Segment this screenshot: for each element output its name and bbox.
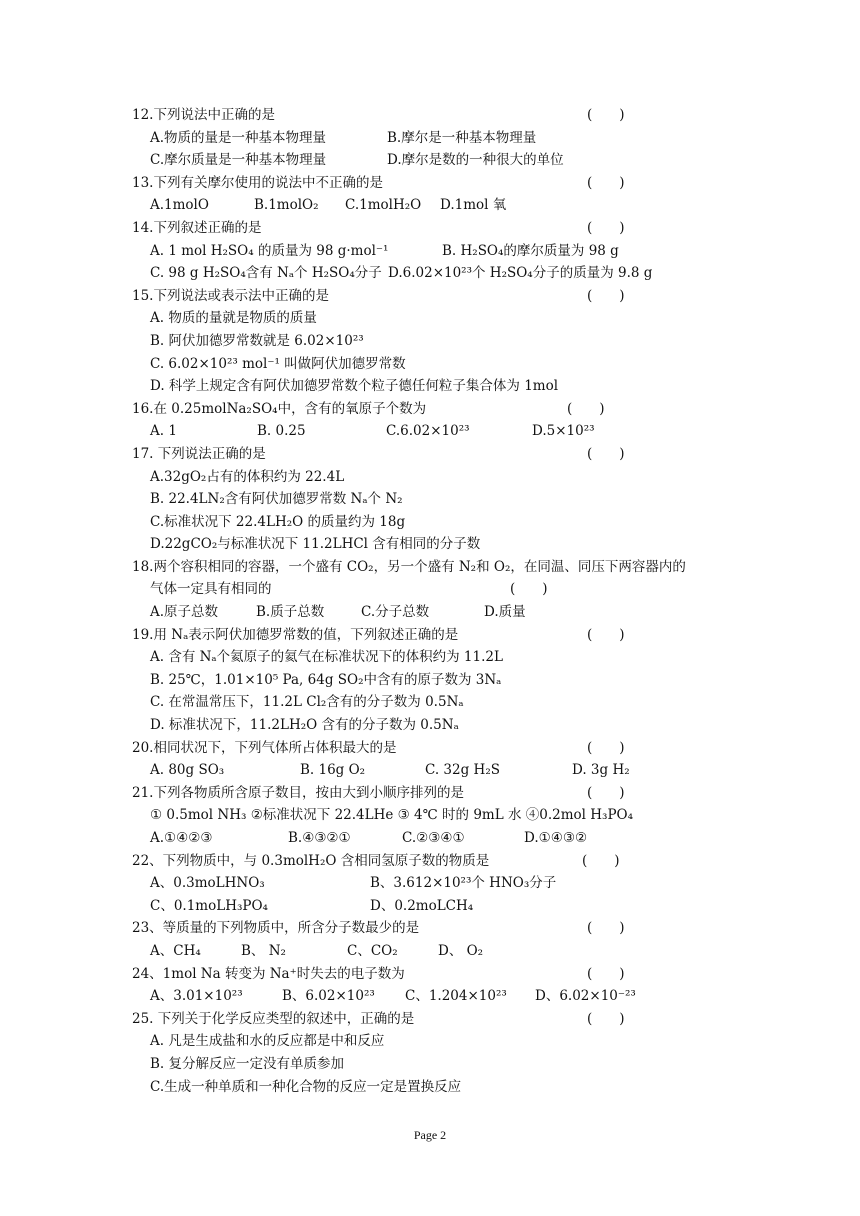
option-text: B、3.612×10²³个 HNO₃分子: [370, 875, 557, 892]
option-text: D.1mol 氧: [440, 197, 507, 214]
option-line: [132, 194, 732, 217]
option-text: D.摩尔是数的一种很大的单位: [387, 152, 564, 169]
option-text: B、6.02×10²³: [282, 988, 375, 1005]
option-line: [132, 488, 732, 511]
answer-bracket: ( ): [587, 287, 625, 304]
option-line: [132, 985, 732, 1008]
option-text: C. 32g H₂S: [425, 762, 500, 779]
option-text: A. 1 mol H₂SO₄ 的质量为 98 g·mol⁻¹: [150, 242, 389, 259]
option-text: A、CH₄: [150, 942, 201, 959]
option-line: [132, 127, 732, 150]
option-text: B.摩尔是一种基本物理量: [387, 129, 537, 146]
answer-bracket: ( ): [567, 400, 605, 417]
option-text: B. 22.4LN₂含有阿伏加德罗常数 Nₐ个 N₂: [150, 491, 403, 508]
option-text: D.6.02×10²³个 H₂SO₄分子的质量为 9.8 g: [388, 265, 653, 282]
question-stem: [132, 1008, 732, 1031]
option-text: B. 复分解反应一定没有单质参加: [150, 1055, 345, 1072]
option-text: B. H₂SO₄的摩尔质量为 98 g: [442, 242, 619, 259]
option-text: C.分子总数: [361, 604, 430, 621]
option-text: D、6.02×10⁻²³: [535, 988, 636, 1005]
option-text: C.6.02×10²³: [386, 423, 470, 440]
option-text: B. 25℃，1.01×10⁵ Pa, 64g SO₂中含有的原子数为 3Nₐ: [150, 671, 502, 688]
option-text: C.标准状况下 22.4LH₂O 的质量约为 18g: [150, 513, 406, 530]
question-text: 15.下列说法或表示法中正确的是: [132, 287, 329, 304]
option-text: C.1molH₂O: [345, 197, 422, 214]
answer-bracket: ( ): [587, 1010, 625, 1027]
question-stem: [132, 850, 732, 873]
question-text: 22、下列物质中，与 0.3molH₂O 含相同氢原子数的物质是: [132, 852, 490, 869]
option-text: C. 6.02×10²³ mol⁻¹ 叫做阿伏加德罗常数: [150, 355, 406, 372]
option-line: [132, 691, 732, 714]
question-stem: [132, 443, 732, 466]
answer-bracket: ( ): [582, 852, 620, 869]
option-line: [132, 646, 732, 669]
option-text: A. 80g SO₃: [150, 762, 225, 779]
question-stem: [132, 398, 732, 421]
question-text: 12.下列说法中正确的是: [132, 107, 275, 123]
option-line: [132, 804, 732, 827]
option-text: D. 标准状况下，11.2LH₂O 含有的分子数为 0.5Nₐ: [150, 717, 459, 734]
option-line: [132, 353, 732, 376]
option-line: [132, 533, 732, 556]
option-text: A.1molO: [150, 197, 209, 214]
question-text: 17. 下列说法正确的是: [132, 445, 266, 462]
question-text: 19.用 Nₐ表示阿伏加德罗常数的值，下列叙述正确的是: [132, 626, 459, 643]
question-stem: [132, 104, 732, 127]
option-text: 气体一定具有相同的: [150, 581, 272, 598]
option-text: D.①④③②: [524, 830, 588, 846]
option-line: [132, 827, 732, 850]
question-stem: [132, 782, 732, 805]
question-text: 14.下列叙述正确的是: [132, 219, 262, 236]
option-text: C.生成一种单质和一种化合物的反应一定是置换反应: [150, 1078, 462, 1095]
option-line: [132, 759, 732, 782]
option-line: [132, 240, 732, 263]
option-text: B. 0.25: [257, 423, 306, 440]
option-text: D、0.2moLCH₄: [370, 897, 474, 914]
option-line: [132, 375, 732, 398]
option-text: A. 含有 Nₐ个氦原子的氦气在标准状况下的体积约为 11.2L: [150, 649, 503, 666]
option-text: B. 阿伏加德罗常数就是 6.02×10²³: [150, 332, 364, 349]
question-stem: [132, 285, 732, 308]
option-text: D.22gCO₂与标准状况下 11.2LHCl 含有相同的分子数: [150, 536, 481, 553]
question-text: 25. 下列关于化学反应类型的叙述中，正确的是: [132, 1010, 415, 1027]
option-text: A. 1: [150, 423, 177, 440]
option-text: C、0.1moLH₃PO₄: [150, 897, 268, 914]
option-text: D、 O₂: [438, 942, 484, 959]
answer-bracket: ( ): [587, 784, 625, 801]
answer-bracket: ( ): [587, 920, 625, 937]
answer-bracket: ( ): [587, 739, 625, 756]
answer-bracket: ( ): [587, 626, 625, 643]
answer-bracket: ( ): [587, 174, 625, 191]
question-text: 23、等质量的下列物质中，所含分子数最少的是: [132, 920, 420, 937]
option-text: B.1molO₂: [254, 197, 319, 214]
option-line: [132, 1076, 732, 1099]
option-text: C. 98 g H₂SO₄含有 Nₐ个 H₂SO₄分子: [150, 265, 382, 282]
option-line: [132, 669, 732, 692]
question-stem: [132, 556, 732, 579]
option-line: [132, 578, 732, 601]
option-text: B.④③②①: [288, 830, 351, 846]
option-line: [132, 601, 732, 624]
option-text: A.32gO₂占有的体积约为 22.4L: [150, 468, 345, 485]
option-line: [132, 872, 732, 895]
option-line: [132, 940, 732, 963]
option-line: [132, 307, 732, 330]
option-text: A. 物质的量就是物质的质量: [150, 310, 317, 327]
option-text: B. 16g O₂: [300, 762, 366, 779]
question-text: 16.在 0.25molNa₂SO₄中，含有的氧原子个数为: [132, 400, 427, 417]
question-stem: [132, 737, 732, 760]
option-line: [132, 420, 732, 443]
option-text: A、3.01×10²³: [150, 988, 243, 1005]
question-stem: [132, 217, 732, 240]
option-text: C、CO₂: [347, 942, 398, 959]
option-text: A.①④②③: [150, 830, 213, 846]
answer-bracket: ( ): [587, 965, 625, 982]
option-text: A、0.3moLHNO₃: [150, 875, 265, 892]
answer-bracket: ( ): [587, 107, 625, 123]
option-line: [132, 1053, 732, 1076]
question-text: 13.下列有关摩尔使用的说法中不正确的是: [132, 174, 383, 191]
question-stem: [132, 917, 732, 940]
option-text: D. 3g H₂: [572, 762, 630, 779]
question-stem: [132, 963, 732, 986]
option-text: ( ): [510, 581, 548, 598]
option-text: C、1.204×10²³: [405, 988, 507, 1005]
answer-bracket: ( ): [587, 219, 625, 236]
option-text: B、 N₂: [241, 942, 286, 959]
answer-bracket: ( ): [587, 445, 625, 462]
question-text: 24、1mol Na 转变为 Na⁺时失去的电子数为: [132, 965, 405, 982]
option-line: [132, 466, 732, 489]
option-text: ① 0.5mol NH₃ ②标准状况下 22.4LHe ③ 4℃ 时的 9mL 水 ④0.2mol H₃PO₄: [150, 807, 634, 824]
option-text: A. 凡是生成盐和水的反应都是中和反应: [150, 1033, 385, 1050]
option-line: [132, 511, 732, 534]
option-text: C. 在常温常压下，11.2L Cl₂含有的分子数为 0.5Nₐ: [150, 694, 464, 711]
question-stem: [132, 624, 732, 647]
option-line: [132, 262, 732, 285]
option-text: D.5×10²³: [532, 423, 595, 440]
question-text: 20.相同状况下，下列气体所占体积最大的是: [132, 739, 397, 756]
option-line: [132, 330, 732, 353]
option-text: D. 科学上规定含有阿伏加德罗常数个粒子德任何粒子集合体为 1mol: [150, 378, 559, 395]
option-line: [132, 149, 732, 172]
page-footer: Page 2: [413, 1128, 447, 1142]
option-line: [132, 714, 732, 737]
option-text: A.物质的量是一种基本物理量: [150, 129, 327, 146]
question-stem: [132, 172, 732, 195]
option-text: C.摩尔质量是一种基本物理量: [150, 152, 327, 169]
question-list: [132, 104, 732, 1098]
option-text: D.质量: [484, 604, 526, 621]
question-text: 18.两个容积相同的容器，一个盛有 CO₂，另一个盛有 N₂和 O₂，在同温、同压下两容器内的: [132, 558, 686, 575]
question-text: 21.下列各物质所含原子数目，按由大到小顺序排列的是: [132, 784, 464, 801]
option-text: B.质子总数: [256, 604, 325, 621]
option-text: A.原子总数: [150, 604, 219, 621]
option-text: C.②③④①: [402, 830, 465, 846]
option-line: [132, 895, 732, 918]
option-line: [132, 1030, 732, 1053]
